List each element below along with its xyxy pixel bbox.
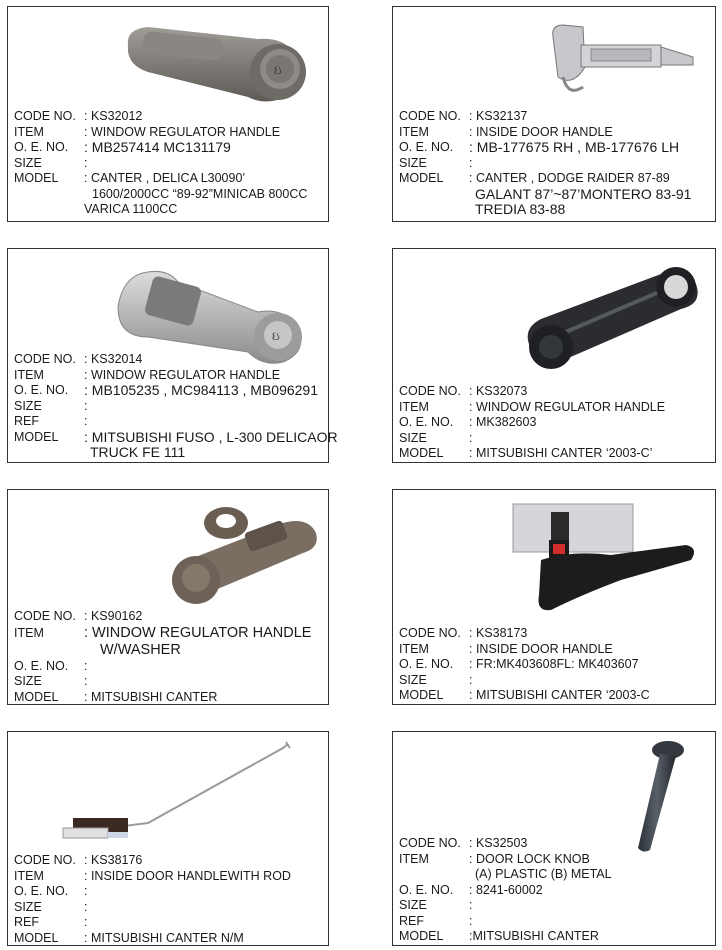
- model-continuation: 1600/2000CC “89-92”MINICAB 800CC: [92, 186, 308, 201]
- spec-row-code: CODE NO. : KS32137: [399, 109, 528, 123]
- spec-row-model: MODEL : CANTER , DODGE RAIDER 87-89: [399, 171, 670, 185]
- svg-text:ઇ: ઇ: [274, 63, 282, 77]
- spec-row-size: SIZE :: [399, 155, 473, 170]
- product-card-ks32073: [392, 248, 716, 463]
- inside-door-handle-image: [543, 17, 703, 107]
- spec-row-item: ITEM : WINDOW REGULATOR HANDLE: [14, 624, 312, 641]
- spec-row-oe: O. E. NO. : MB-177675 RH , MB-177676 LH: [399, 139, 680, 155]
- spec-row-size: SIZE :: [14, 674, 88, 688]
- window-regulator-handle-image: [511, 259, 701, 377]
- spec-row-oe: O. E. NO. :: [14, 658, 88, 673]
- spec-row-size: SIZE :: [14, 398, 88, 413]
- model-continuation: TREDIA 83-88: [475, 201, 566, 217]
- model-continuation: GALANT 87’~87’MONTERO 83-91: [475, 185, 692, 202]
- spec-row-ref: REF :: [14, 915, 88, 929]
- product-card-ks32503: [392, 731, 716, 946]
- model-continuation: VARICA 1100CC: [84, 202, 178, 216]
- spec-row-code: CODE NO. : KS38176: [14, 853, 143, 867]
- spec-row-item: ITEM : WINDOW REGULATOR HANDLE: [14, 367, 281, 382]
- spec-row-oe: O. E. NO. : MB257414 MC131179: [14, 139, 231, 155]
- spec-row-code: CODE NO. : KS38173: [399, 626, 528, 640]
- spec-row-size: SIZE :: [14, 899, 88, 914]
- spec-row-item: ITEM : WINDOW REGULATOR HANDLE: [14, 124, 281, 139]
- window-regulator-handle-image: [108, 17, 318, 107]
- spec-row-model: MODEL : MITSUBISHI CANTER N/M: [14, 930, 244, 945]
- spec-row-oe: O. E. NO. : FR:MK403608FL: MK403607: [399, 657, 639, 671]
- spec-row-size: SIZE :: [399, 672, 473, 687]
- spec-row-code: CODE NO. : KS32014: [14, 352, 143, 366]
- spec-row-size: SIZE :: [14, 155, 88, 170]
- spec-row-model: MODEL : MITSUBISHI CANTER: [14, 689, 218, 704]
- spec-row-oe: O. E. NO. : 8241-60002: [399, 882, 543, 897]
- item-continuation: (A) PLASTIC (B) METAL: [475, 867, 612, 881]
- product-card-ks32014: [7, 248, 338, 463]
- spec-row-model: MODEL : MITSUBISHI FUSO , L-300 DELICAOR: [14, 428, 338, 445]
- item-continuation: W/WASHER: [100, 641, 181, 658]
- spec-row-size: SIZE :: [399, 898, 473, 912]
- spec-row-oe: O. E. NO. :: [14, 884, 88, 898]
- product-card-ks38173: [392, 489, 716, 705]
- spec-row-oe: O. E. NO. : MB105235 , MC984113 , MB096291: [14, 382, 319, 398]
- door-lock-knob-image: [618, 738, 698, 858]
- spec-row-item: ITEM : INSIDE DOOR HANDLE: [399, 124, 613, 139]
- product-card-ks32137: [392, 6, 716, 222]
- spec-row-item: ITEM : WINDOW REGULATOR HANDLE: [399, 399, 666, 414]
- spec-row-code: CODE NO. : KS32012: [14, 109, 143, 123]
- product-card-ks32012: [7, 6, 329, 222]
- spec-row-item: ITEM : INSIDE DOOR HANDLEWITH ROD: [14, 868, 291, 883]
- spec-row-item: ITEM : DOOR LOCK KNOB: [399, 851, 590, 866]
- spec-row-item: ITEM : INSIDE DOOR HANDLE: [399, 641, 613, 656]
- spec-row-model: MODEL : MITSUBISHI CANTER ‘2003-C’: [399, 446, 653, 460]
- spec-row-model: MODEL :MITSUBISHI CANTER: [399, 929, 599, 943]
- spec-row-size: SIZE :: [399, 430, 473, 445]
- inside-door-handle-image: [511, 500, 701, 618]
- inside-door-handle-with-rod-image: [38, 738, 298, 848]
- product-card-ks38176: [7, 731, 329, 946]
- spec-row-oe: O. E. NO. : MK382603: [399, 415, 537, 429]
- spec-row-ref: REF :: [399, 913, 473, 928]
- spec-row-ref: REF :: [14, 414, 88, 428]
- spec-row-code: CODE NO. : KS90162: [14, 609, 143, 623]
- svg-text:ઇ: ઇ: [272, 329, 280, 343]
- spec-row-model: MODEL : MITSUBISHI CANTER ‘2003-C: [399, 688, 650, 702]
- window-regulator-handle-with-washer-image: [158, 498, 323, 608]
- model-continuation: TRUCK FE 111: [90, 444, 186, 460]
- product-card-ks90162: [7, 489, 329, 705]
- spec-row-code: CODE NO. : KS32073: [399, 384, 528, 398]
- spec-row-code: CODE NO. : KS32503: [399, 836, 528, 850]
- spec-row-model: MODEL : CANTER , DELICA L30090’: [14, 171, 246, 185]
- window-regulator-handle-image: [108, 257, 318, 367]
